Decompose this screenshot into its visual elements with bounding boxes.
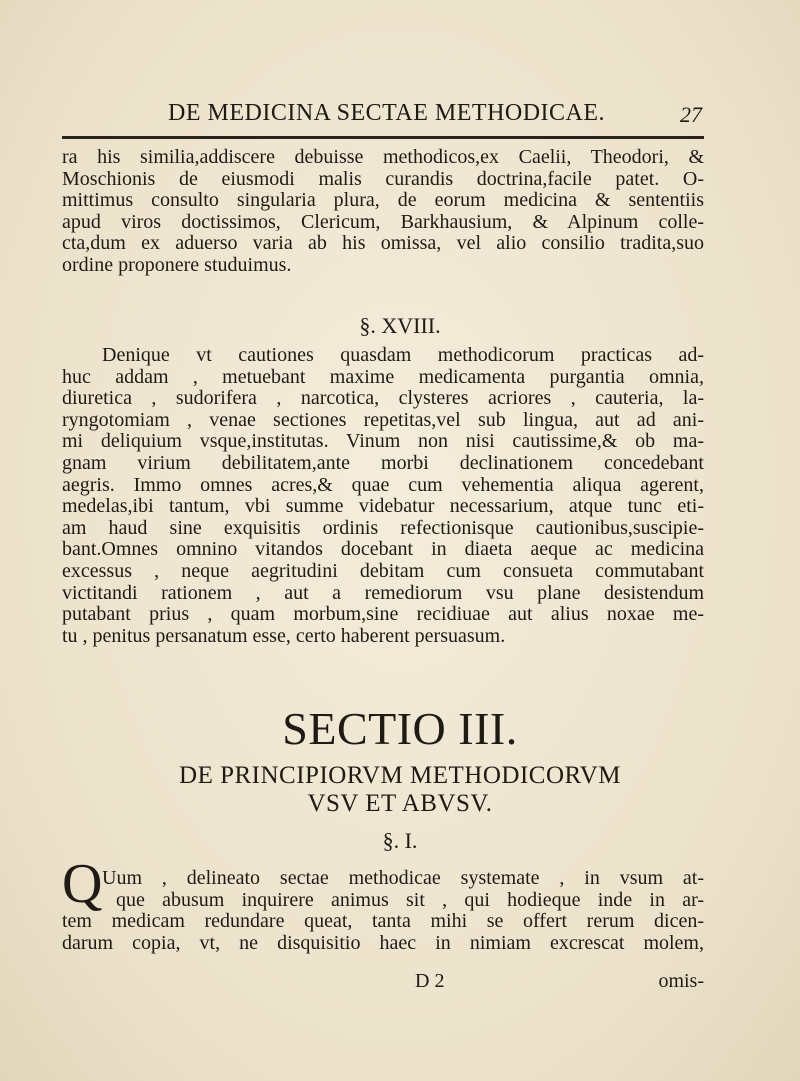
text-line: mi deliquium vsque,institutas. Vinum non nisi cautissime,& ob ma- bbox=[62, 431, 704, 453]
drop-cap: Q bbox=[62, 853, 103, 915]
text-line: diuretica , sudorifera , narcotica, clysteres acriores , cauteria, la- bbox=[62, 388, 704, 410]
text-line: ordine proponere studuimus. bbox=[62, 254, 292, 276]
section-title: SECTIO III. bbox=[282, 703, 518, 754]
text-line: huc addam , metuebant maxime medicamenta purgantia omnia, bbox=[62, 366, 704, 388]
paragraph-1 bbox=[62, 147, 704, 277]
running-header bbox=[168, 100, 728, 134]
text-line: aegris. Immo omnes acres,& quae cum vehementia aliqua agerent, bbox=[62, 474, 704, 496]
paragraph-3 bbox=[62, 868, 704, 954]
section-subtitle-line-1: DE PRINCIPIORVM METHODICORVM bbox=[179, 762, 621, 789]
page-footer bbox=[62, 970, 704, 996]
text-line: excessus , neque aegritudini debitam cum consueta commutabant bbox=[62, 560, 704, 582]
running-title: DE MEDICINA SECTAE METHODICAE. bbox=[168, 100, 606, 126]
signature-mark: D 2 bbox=[415, 970, 445, 992]
text-line: ra his similia,addiscere debuisse methodicos,ex Caelii, Theodori, & bbox=[62, 147, 704, 168]
text-line: tu , penitus persanatum esse, certo haberent persuasum. bbox=[62, 625, 506, 647]
text-line: Moschionis de eiusmodi malis curandis doctrina,facile patet. O- bbox=[62, 168, 704, 190]
text-line: cta,dum ex aduerso varia ab his omissa, vel alio consilio tradita,suo bbox=[62, 233, 704, 255]
header-rule bbox=[62, 136, 704, 139]
text-line: que abusum inquirere animus sit , qui hodieque inde in ar- bbox=[116, 889, 704, 911]
text-line: bant.Omnes omnino vitandos docebant in diaeta aeque ac medicina bbox=[62, 539, 704, 561]
text-line: victitandi rationem , aut a remediorum vsu plane desistendum bbox=[62, 582, 704, 604]
text-line: gnam virium debilitatem,ante morbi declinationem concedebant bbox=[62, 452, 704, 474]
text-line: putabant prius , quam morbum,sine recidiuae aut alius noxae me- bbox=[62, 604, 704, 626]
catchword: omis- bbox=[658, 970, 704, 992]
text-line: tem medicam redundare queat, tanta mihi se offert rerum dicen- bbox=[62, 911, 704, 933]
text-line: darum copia, vt, ne disquisitio haec in nimiam excrescat molem, bbox=[62, 932, 704, 954]
text-line: apud viros doctissimos, Clericum, Barkhausium, & Alpinum colle- bbox=[62, 211, 704, 233]
text-line: mittimus consulto singularia plura, de eorum medicina & sententiis bbox=[62, 190, 704, 212]
section-heading-18: §. XVIII. bbox=[359, 313, 441, 338]
section-subtitle-line-2: VSV ET ABVSV. bbox=[307, 790, 493, 817]
paragraph-2 bbox=[62, 345, 704, 647]
text-line: ryngotomiam , venae sectiones repetitas,vel sub lingua, aut ad ani- bbox=[62, 409, 704, 431]
text-line: Denique vt cautiones quasdam methodicorum practicas ad- bbox=[102, 345, 704, 366]
page-number: 27 bbox=[680, 102, 702, 127]
text-line: Uum , delineato sectae methodicae systemate , in vsum at- bbox=[102, 868, 704, 889]
section-heading-1: §. I. bbox=[382, 828, 418, 853]
text-line: medelas,ibi tantum, vbi summe videbatur necessarium, atque tunc eti- bbox=[62, 496, 704, 518]
text-line: am haud sine exquisitis ordinis refectionisque cautionibus,suscipie- bbox=[62, 517, 704, 539]
